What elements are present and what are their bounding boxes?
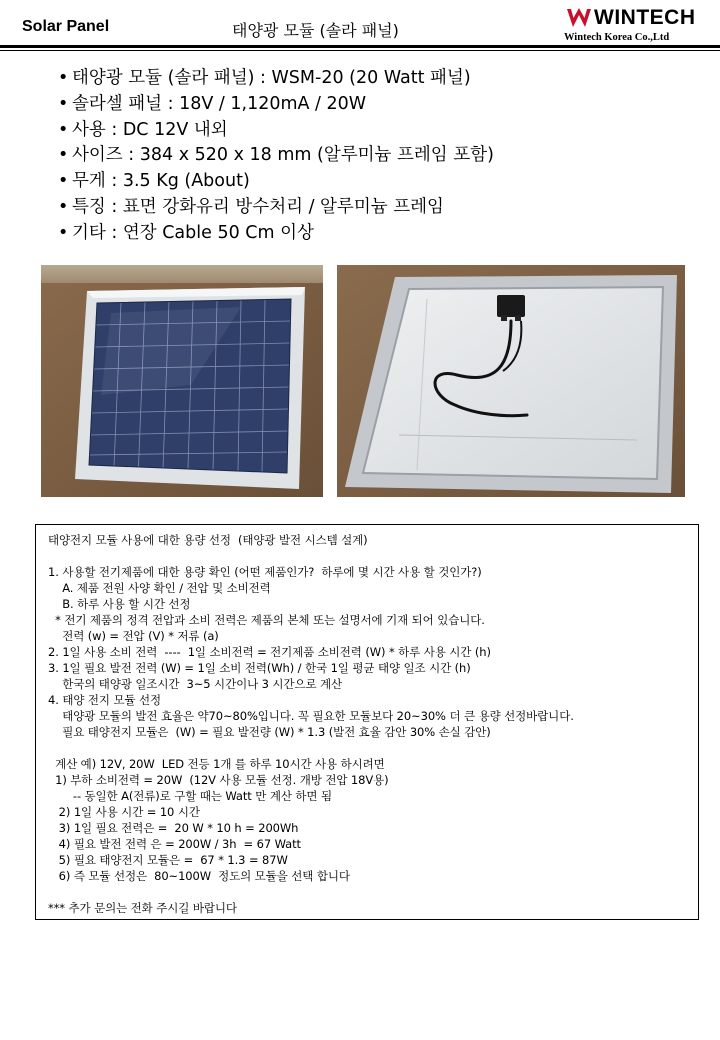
guide-line: A. 제품 전원 사양 확인 / 전압 및 소비전력 — [48, 581, 271, 595]
spec-item-etc: • 기타 : 연장 Cable 50 Cm 이상 — [58, 221, 494, 247]
solar-panel-front-photo — [41, 265, 323, 497]
spec-item-usage: • 사용 : DC 12V 내외 — [58, 118, 494, 144]
guide-example-line: 5) 필요 태양전지 모듈은 = 67 * 1.3 = 87W — [48, 853, 288, 867]
capacity-selection-guide — [35, 524, 699, 920]
guide-example-line: 4) 필요 발전 전력 은 = 200W / 3h = 67 Watt — [48, 837, 301, 851]
header-divider-thin — [0, 50, 720, 51]
guide-line: 한국의 태양광 일조시간 3~5 시간이나 3 시간으로 계산 — [48, 677, 343, 691]
logo-brand: WINTECH — [594, 6, 696, 29]
guide-contact-note: *** 추가 문의는 전화 주시길 바랍니다 — [48, 901, 237, 915]
guide-example-line: 2) 1일 사용 시간 = 10 시간 — [48, 805, 200, 819]
page-header — [0, 0, 720, 46]
company-logo — [560, 4, 716, 44]
spec-item-cell: • 솔라셀 패널 : 18V / 1,120mA / 20W — [58, 92, 494, 118]
header-center-title: 태양광 모듈 (솔라 패널) — [232, 21, 399, 40]
guide-example-line: 1) 부하 소비전력 = 20W (12V 사용 모듈 선정. 개방 전압 18V용) — [48, 773, 389, 787]
guide-example-line: -- 동일한 A(전류)로 구할 때는 Watt 만 계산 하면 됨 — [48, 789, 332, 803]
spec-list — [58, 66, 494, 247]
spec-item-weight: • 무게 : 3.5 Kg (About) — [58, 169, 494, 195]
guide-example-line: 3) 1일 필요 전력은 = 20 W * 10 h = 200Wh — [48, 821, 299, 835]
w-logo-mark-icon — [566, 7, 592, 29]
logo-company-name: Wintech Korea Co.,Ltd — [564, 32, 670, 43]
guide-example-line: 계산 예) 12V, 20W LED 전등 1개 를 하루 10시간 사용 하시려면 — [48, 757, 385, 771]
guide-line: 3. 1일 필요 발전 전력 (W) = 1일 소비 전력(Wh) / 한국 1일 평균 태양 일조 시간 (h) — [48, 661, 471, 675]
header-divider-thick — [0, 45, 720, 48]
guide-line: B. 하루 사용 할 시간 선정 — [48, 597, 191, 611]
spec-item-feature: • 특징 : 표면 강화유리 방수처리 / 알루미늄 프레임 — [58, 195, 494, 221]
guide-line: 전력 (w) = 전압 (V) * 저류 (a) — [48, 629, 219, 643]
guide-line: 1. 사용할 전기제품에 대한 용량 확인 (어떤 제품인가? 하루에 몇 시간 사용 할 것인가?) — [48, 565, 482, 579]
solar-panel-back-photo — [337, 265, 685, 497]
spec-item-model: • 태양광 모듈 (솔라 패널) : WSM-20 (20 Watt 패널) — [58, 66, 494, 92]
guide-example-line: 6) 즉 모듈 선정은 80~100W 정도의 모듈을 선택 합니다 — [48, 869, 350, 883]
guide-line: 4. 태양 전지 모듈 선정 — [48, 693, 162, 707]
guide-title: 태양전지 모듈 사용에 대한 용량 선정 (태양광 발전 시스템 설계) — [48, 533, 368, 547]
guide-line: * 전기 제품의 정격 전압과 소비 전력은 제품의 본체 또는 설명서에 기재 되어 있습니다. — [48, 613, 485, 627]
guide-line: 필요 태양전지 모듈은 (W) = 필요 발전량 (W) * 1.3 (발전 효율 감안 30% 손실 감안) — [48, 725, 491, 739]
guide-line: 2. 1일 사용 소비 전력 ---- 1일 소비전력 = 전기제품 소비전력 (W) * 하루 사용 시간 (h) — [48, 645, 491, 659]
header-left-title: Solar Panel — [22, 18, 110, 35]
guide-line: 태양광 모듈의 발전 효율은 약70~80%입니다. 꼭 필요한 모듈보다 20~30% 더 큰 용량 선정바랍니다. — [48, 709, 574, 723]
spec-item-size: • 사이즈 : 384 x 520 x 18 mm (알루미늄 프레임 포함) — [58, 143, 494, 169]
